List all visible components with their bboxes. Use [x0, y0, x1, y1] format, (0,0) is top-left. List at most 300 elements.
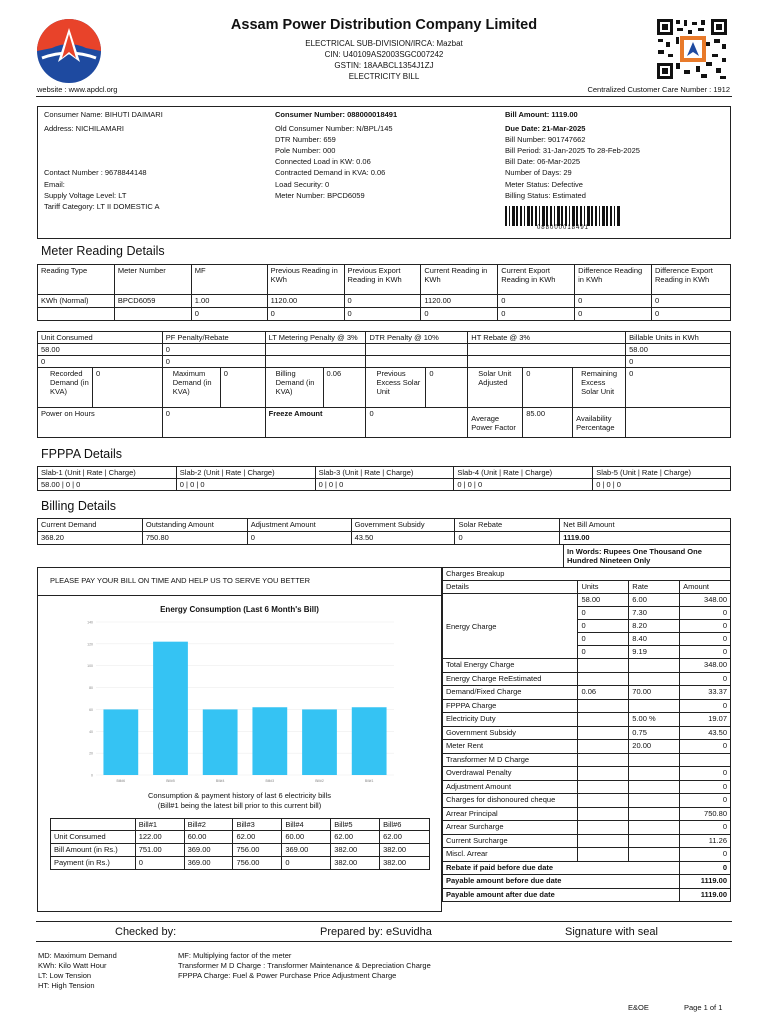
- charges-row: [443, 807, 731, 821]
- energy-slab-units: 0: [578, 646, 629, 659]
- billing-header-cell: Net Bill Amount: [560, 519, 731, 532]
- history-cell: 62.00: [380, 831, 430, 844]
- tariff-category: Tariff Category: LT II DOMESTIC A: [44, 202, 160, 211]
- billing-status: Billing Status: Estimated: [505, 191, 586, 200]
- charge-label: Current Surcharge: [443, 834, 578, 848]
- barcode-bar: [599, 206, 600, 226]
- charge-label: Transformer M D Charge: [443, 753, 578, 767]
- footer-divider: [36, 921, 732, 922]
- billing-header-cell: Solar Rebate: [455, 519, 560, 532]
- history-cell: 756.00: [233, 844, 282, 857]
- legend-item: LT: Low Tension: [38, 971, 92, 980]
- power-on-hours-label: Power on Hours: [38, 408, 163, 438]
- remaining-solar-value: 0: [626, 368, 731, 408]
- billing-header-cell: Adjustment Amount: [247, 519, 351, 532]
- charge-amount: 750.80: [680, 807, 731, 821]
- consumption-chart: [80, 618, 400, 783]
- meter-header-cell: Previous Export Reading in KWh: [344, 265, 421, 295]
- charges-row: [443, 848, 731, 862]
- charge-rate: [629, 659, 680, 673]
- meter-header-cell: Previous Reading in KWh: [267, 265, 344, 295]
- charge-units: [578, 659, 629, 673]
- charge-units: [578, 794, 629, 808]
- charge-rate: [629, 767, 680, 781]
- history-header-cell: Bill#2: [184, 819, 233, 831]
- charge-amount: 348.00: [680, 659, 731, 673]
- charge-label: Electricity Duty: [443, 713, 578, 727]
- words-box: [563, 544, 731, 567]
- barcode-bar: [576, 206, 578, 226]
- charges-row: [443, 794, 731, 808]
- charge-rate: 5.00 %: [629, 713, 680, 727]
- barcode-bar: [595, 206, 597, 226]
- total-label: Rebate if paid before due date: [443, 861, 680, 875]
- recorded-demand-value: 0: [92, 368, 162, 408]
- charge-label: Overdrawal Penalty: [443, 767, 578, 781]
- charges-title: Charges Breakup: [443, 568, 731, 581]
- excess-solar-value: 0: [426, 368, 468, 408]
- due-date: Due Date: 21-Mar-2025: [505, 124, 586, 133]
- contracted-demand: Contracted Demand in KVA: 0.06: [275, 168, 386, 177]
- legend-item: MF: Multiplying factor of the meter: [178, 951, 292, 960]
- charge-rate: 20.00: [629, 740, 680, 754]
- history-cell: Unit Consumed: [51, 831, 136, 844]
- charge-label: Adjustment Amount: [443, 780, 578, 794]
- charge-amount: 0: [680, 780, 731, 794]
- meter-cell: 0: [498, 295, 575, 308]
- barcode-bar: [610, 206, 612, 226]
- freeze-amount-label: Freeze Amount: [265, 408, 366, 438]
- charges-row: [443, 726, 731, 740]
- meter-header-cell: Difference Export Reading in KWh: [652, 265, 731, 295]
- barcode-bar: [535, 206, 537, 226]
- legend-item: FPPPA Charge: Fuel & Power Purchase Price Adjustment Charge: [178, 971, 397, 980]
- billing-cell: 0: [455, 532, 560, 545]
- legend-item: KWh: Kilo Watt Hour: [38, 961, 107, 970]
- cin: CIN: U40109AS2003SGC007242: [324, 50, 444, 59]
- bill-amount: Bill Amount: 1119.00: [505, 110, 578, 119]
- energy-slab-rate: 6.00: [629, 594, 680, 607]
- charge-units: [578, 699, 629, 713]
- page-number: Page 1 of 1: [684, 1003, 723, 1012]
- billing-cell: 0: [247, 532, 351, 545]
- total-label: Payable amount before due date: [443, 875, 680, 889]
- legend-item: HT: High Tension: [38, 981, 95, 990]
- meter-header-cell: Current Reading in KWh: [421, 265, 498, 295]
- energy-slab-amount: 348.00: [680, 594, 731, 607]
- chart-bar: [302, 709, 337, 775]
- x-tick-label: Bill#3: [265, 779, 275, 783]
- energy-slab-rate: 7.30: [629, 607, 680, 620]
- meter-cell: 0: [652, 308, 731, 321]
- billing-demand-value: 0.06: [323, 368, 366, 408]
- charge-label: Arrear Surcharge: [443, 821, 578, 835]
- barcode-bar: [539, 206, 540, 226]
- charge-label: Energy Charge ReEstimated: [443, 672, 578, 686]
- qr-code: [656, 18, 728, 80]
- billing-cell: 368.20: [38, 532, 143, 545]
- email: Email:: [44, 180, 65, 189]
- y-tick-label: 40: [89, 729, 93, 734]
- billing-title: Billing Details: [41, 499, 117, 513]
- website: website : www.apdcl.org: [37, 85, 118, 94]
- meter-cell: 1120.00: [267, 295, 344, 308]
- history-header-cell: Bill#5: [331, 819, 380, 831]
- energy-slab-amount: 0: [680, 620, 731, 633]
- notice-divider: [37, 595, 442, 596]
- fpppa-cell: 0 | 0 | 0: [315, 479, 454, 491]
- charge-label: Total Energy Charge: [443, 659, 578, 673]
- fpppa-header-cell: Slab-4 (Unit | Rate | Charge): [454, 467, 593, 479]
- charge-label: Arrear Principal: [443, 807, 578, 821]
- prepared-by: Prepared by: eSuvidha: [320, 926, 432, 938]
- billing-header-cell: Government Subsidy: [351, 519, 455, 532]
- freeze-amount-value: 0: [366, 408, 468, 438]
- history-header-cell: Bill#1: [135, 819, 184, 831]
- units-table: [37, 331, 731, 438]
- charge-amount: 43.50: [680, 726, 731, 740]
- meter-header-cell: MF: [191, 265, 267, 295]
- charge-rate: [629, 794, 680, 808]
- charge-rate: [629, 807, 680, 821]
- meter-cell: 0: [267, 308, 344, 321]
- charge-rate: [629, 753, 680, 767]
- history-cell: 382.00: [380, 844, 430, 857]
- barcode-bar: [531, 206, 533, 226]
- solar-adjusted-label: Solar Unit Adjusted: [468, 368, 523, 408]
- unit-cell: [366, 344, 468, 356]
- chart-bar: [203, 709, 238, 775]
- history-cell: 369.00: [282, 844, 331, 857]
- charge-label: Demand/Fixed Charge: [443, 686, 578, 700]
- chart-bar: [352, 707, 387, 775]
- fpppa-cell: 58.00 | 0 | 0: [38, 479, 177, 491]
- history-cell: 62.00: [233, 831, 282, 844]
- barcode-text: 088000018491: [536, 225, 590, 231]
- remaining-solar-label: Remaining Excess Solar Unit: [573, 368, 626, 408]
- energy-slab-units: 0: [578, 607, 629, 620]
- x-tick-label: Bill#6: [116, 779, 126, 783]
- unit-cell: 0: [626, 356, 731, 368]
- total-amount: 1119.00: [680, 875, 731, 889]
- meter-header-cell: Difference Reading in KWh: [575, 265, 652, 295]
- history-header-cell: Bill#6: [380, 819, 430, 831]
- billing-header-cell: Current Demand: [38, 519, 143, 532]
- history-cell: 369.00: [184, 844, 233, 857]
- history-cell: Payment (in Rs.): [51, 857, 136, 870]
- barcode-bar: [580, 206, 582, 226]
- unit-cell: 0: [162, 344, 265, 356]
- charge-units: [578, 848, 629, 862]
- bill-number: Bill Number: 901747662: [505, 135, 586, 144]
- charges-row: [443, 740, 731, 754]
- eoe: E&OE: [628, 1003, 649, 1012]
- charge-units: [578, 713, 629, 727]
- charges-row: [443, 686, 731, 700]
- subdivision: ELECTRICAL SUB-DIVISION/IRCA: Mazbat: [305, 39, 463, 48]
- history-header-cell: Bill#4: [282, 819, 331, 831]
- signature-with-seal: Signature with seal: [565, 926, 658, 938]
- charge-units: 0.06: [578, 686, 629, 700]
- meter-number: Meter Number: BPCD6059: [275, 191, 365, 200]
- billing-cell: 43.50: [351, 532, 455, 545]
- energy-slab-units: 0: [578, 633, 629, 646]
- energy-slab-rate: 8.20: [629, 620, 680, 633]
- fpppa-header-cell: Slab-2 (Unit | Rate | Charge): [176, 467, 315, 479]
- fpppa-title: FPPPA Details: [41, 447, 123, 461]
- meter-cell: [114, 308, 191, 321]
- y-tick-label: 80: [89, 686, 93, 691]
- barcode-bar: [516, 206, 518, 226]
- customer-care: Centralized Customer Care Number : 1912: [587, 85, 730, 94]
- unit-cell: [468, 356, 626, 368]
- avg-power-factor-label: Average Power Factor: [468, 408, 523, 438]
- charges-header-cell: Rate: [629, 581, 680, 594]
- dtr-number: DTR Number: 659: [275, 135, 336, 144]
- barcode-bar: [524, 206, 525, 226]
- charge-label: Government Subsidy: [443, 726, 578, 740]
- meter-header-cell: Reading Type: [38, 265, 115, 295]
- charge-label: FPPPA Charge: [443, 699, 578, 713]
- charges-total-row: [443, 875, 731, 889]
- history-cell: 60.00: [184, 831, 233, 844]
- meter-cell: 0: [652, 295, 731, 308]
- history-header-cell: [51, 819, 136, 831]
- unit-consumed-header: Unit Consumed: [38, 332, 163, 344]
- charges-row: [443, 834, 731, 848]
- total-label: Payable amount after due date: [443, 888, 680, 902]
- history-caption-2: (Bill#1 being the latest bill prior to this current bill): [157, 801, 322, 810]
- bill-date: Bill Date: 06-Mar-2025: [505, 157, 581, 166]
- charge-amount: 0: [680, 848, 731, 862]
- charges-total-row: [443, 888, 731, 902]
- excess-solar-label: Previous Excess Solar Unit: [366, 368, 426, 408]
- net-bill-amount: 1119.00: [560, 532, 731, 545]
- maximum-demand-value: 0: [220, 368, 265, 408]
- history-table: [50, 818, 430, 870]
- barcode-bar: [617, 206, 620, 226]
- charge-amount: 33.37: [680, 686, 731, 700]
- x-tick-label: Bill#5: [166, 779, 175, 783]
- history-caption-1: Consumption & payment history of last 6 electricity bills: [148, 791, 331, 800]
- checked-by: Checked by:: [115, 926, 177, 938]
- fpppa-cell: 0 | 0 | 0: [176, 479, 315, 491]
- charges-table: [442, 567, 731, 902]
- fpppa-header-cell: Slab-3 (Unit | Rate | Charge): [315, 467, 454, 479]
- consumer-address: Address: NICHILAMARI: [44, 124, 125, 133]
- barcode-bar: [509, 206, 510, 226]
- old-consumer-number: Old Consumer Number: N/BPL/145: [275, 124, 393, 133]
- number-of-days: Number of Days: 29: [505, 168, 572, 177]
- meter-cell: 0: [575, 308, 652, 321]
- billing-demand-label: Billing Demand (in KVA): [265, 368, 323, 408]
- barcode-bar: [512, 206, 515, 226]
- barcode-bar: [565, 206, 567, 226]
- meter-header-cell: Meter Number: [114, 265, 191, 295]
- unit-cell: 0: [38, 356, 163, 368]
- barcode-bar: [550, 206, 552, 226]
- barcode-bar: [546, 206, 548, 226]
- unit-cell: 58.00: [626, 344, 731, 356]
- barcode-bar: [572, 206, 575, 226]
- availability-label: Availability Percentage: [573, 408, 626, 438]
- charge-units: [578, 672, 629, 686]
- barcode-bar: [542, 206, 545, 226]
- barcode-bar: [606, 206, 608, 226]
- meter-cell: 0: [191, 308, 267, 321]
- charges-total-row: [443, 861, 731, 875]
- energy-slab-units: 0: [578, 620, 629, 633]
- unit-cell: [265, 356, 366, 368]
- meter-cell: 0: [344, 308, 421, 321]
- history-cell: 382.00: [331, 844, 380, 857]
- billing-table: [37, 518, 731, 545]
- charge-rate: [629, 821, 680, 835]
- charge-label: Charges for dishonoured cheque: [443, 794, 578, 808]
- consumer-number: Consumer Number: 088000018491: [275, 110, 398, 119]
- charge-amount: 0: [680, 767, 731, 781]
- x-tick-label: Bill#2: [315, 779, 324, 783]
- unit-cell: 0: [162, 356, 265, 368]
- charges-header-cell: Details: [443, 581, 578, 594]
- charge-amount: [680, 753, 731, 767]
- unit-cell: [265, 344, 366, 356]
- charge-units: [578, 780, 629, 794]
- footer-divider-2: [36, 941, 732, 942]
- gstin: GSTIN: 18AABCL1354J1ZJ: [334, 61, 434, 70]
- barcode-bar: [527, 206, 530, 226]
- solar-adjusted-value: 0: [523, 368, 573, 408]
- charge-amount: 0: [680, 821, 731, 835]
- meter-cell: 0: [344, 295, 421, 308]
- total-amount: 0: [680, 861, 731, 875]
- history-cell: 756.00: [233, 857, 282, 870]
- chart-bar: [103, 709, 138, 775]
- dtr-penalty-header: DTR Penalty @ 10%: [366, 332, 468, 344]
- barcode-bar: [554, 206, 555, 226]
- meter-cell: 1.00: [191, 295, 267, 308]
- charges-row: [443, 767, 731, 781]
- meter-cell: KWh (Normal): [38, 295, 115, 308]
- lt-metering-header: LT Metering Penalty @ 3%: [265, 332, 366, 344]
- history-cell: 62.00: [331, 831, 380, 844]
- meter-reading-table: [37, 264, 731, 321]
- y-tick-label: 20: [89, 751, 93, 756]
- legend-left: [38, 951, 117, 991]
- barcode-bar: [614, 206, 615, 226]
- charge-units: [578, 726, 629, 740]
- meter-cell: 0: [421, 308, 498, 321]
- x-tick-label: Bill#4: [215, 779, 225, 783]
- energy-slab-amount: 0: [680, 607, 731, 620]
- history-cell: 60.00: [282, 831, 331, 844]
- fpppa-header-cell: Slab-1 (Unit | Rate | Charge): [38, 467, 177, 479]
- history-cell: 751.00: [135, 844, 184, 857]
- availability-value: [626, 408, 731, 438]
- bill-period: Bill Period: 31-Jan-2025 To 28-Feb-2025: [505, 146, 640, 155]
- legend-right: [178, 951, 431, 981]
- history-cell: 122.00: [135, 831, 184, 844]
- barcode-bar: [587, 206, 590, 226]
- fpppa-cell: 0 | 0 | 0: [454, 479, 593, 491]
- charge-amount: 0: [680, 699, 731, 713]
- y-tick-label: 120: [87, 642, 93, 647]
- charge-amount: 19.07: [680, 713, 731, 727]
- energy-slab-units: 58.00: [578, 594, 629, 607]
- fpppa-header-cell: Slab-5 (Unit | Rate | Charge): [593, 467, 731, 479]
- unit-cell: 58.00: [38, 344, 163, 356]
- company-name: Assam Power Distribution Company Limited: [230, 17, 538, 33]
- pf-penalty-header: PF Penalty/Rebate: [162, 332, 265, 344]
- barcode-bar: [602, 206, 605, 226]
- amount-in-words: In Words: Rupees One Thousand One Hundred Nineteen Only: [567, 547, 702, 565]
- charge-units: [578, 821, 629, 835]
- pole-number: Pole Number: 000: [275, 146, 336, 155]
- unit-cell: [468, 344, 626, 356]
- supply-voltage: Supply Voltage Level: LT: [44, 191, 127, 200]
- load-security: Load Security: 0: [275, 180, 330, 189]
- charge-rate: [629, 834, 680, 848]
- charge-rate: [629, 672, 680, 686]
- energy-slab-amount: 0: [680, 633, 731, 646]
- charges-row: [443, 713, 731, 727]
- legend-item: Transformer M D Charge : Transformer Maintenance & Depreciation Charge: [178, 961, 431, 970]
- charges-header-cell: Amount: [680, 581, 731, 594]
- history-cell: 369.00: [184, 857, 233, 870]
- charge-label: Meter Rent: [443, 740, 578, 754]
- ht-rebate-header: HT Rebate @ 3%: [468, 332, 626, 344]
- billable-units-header: Billable Units in KWh: [626, 332, 731, 344]
- x-tick-label: Bill#1: [364, 779, 374, 783]
- charge-rate: 0.75: [629, 726, 680, 740]
- charges-row: [443, 672, 731, 686]
- billing-header-cell: Outstanding Amount: [142, 519, 247, 532]
- fpppa-cell: 0 | 0 | 0: [593, 479, 731, 491]
- y-tick-label: 100: [87, 664, 93, 669]
- power-on-hours-value: 0: [162, 408, 265, 438]
- charges-row: [443, 780, 731, 794]
- charge-rate: [629, 848, 680, 862]
- charge-rate: [629, 699, 680, 713]
- barcode-bar: [520, 206, 522, 226]
- barcode-bar: [591, 206, 593, 226]
- charge-rate: 70.00: [629, 686, 680, 700]
- history-cell: 0: [135, 857, 184, 870]
- charge-amount: 0: [680, 740, 731, 754]
- energy-slab-rate: 9.19: [629, 646, 680, 659]
- history-cell: Bill Amount (in Rs.): [51, 844, 136, 857]
- maximum-demand-label: Maximum Demand (in KVA): [162, 368, 220, 408]
- y-tick-label: 60: [89, 707, 93, 712]
- chart-bar: [252, 707, 287, 775]
- history-header-cell: Bill#3: [233, 819, 282, 831]
- meter-cell: BPCD6059: [114, 295, 191, 308]
- history-cell: 382.00: [380, 857, 430, 870]
- charge-units: [578, 767, 629, 781]
- fpppa-table: [37, 466, 731, 491]
- charge-label: Miscl. Arrear: [443, 848, 578, 862]
- avg-power-factor-value: 85.00: [523, 408, 573, 438]
- barcode-bar: [569, 206, 570, 226]
- charges-row: [443, 659, 731, 673]
- legend-item: MD: Maximum Demand: [38, 951, 117, 960]
- billing-cell: 750.80: [142, 532, 247, 545]
- charges-row: [443, 699, 731, 713]
- total-amount: 1119.00: [680, 888, 731, 902]
- chart-title: Energy Consumption (Last 6 Month's Bill): [160, 605, 319, 614]
- meter-cell: 1120.00: [421, 295, 498, 308]
- barcode-bar: [561, 206, 563, 226]
